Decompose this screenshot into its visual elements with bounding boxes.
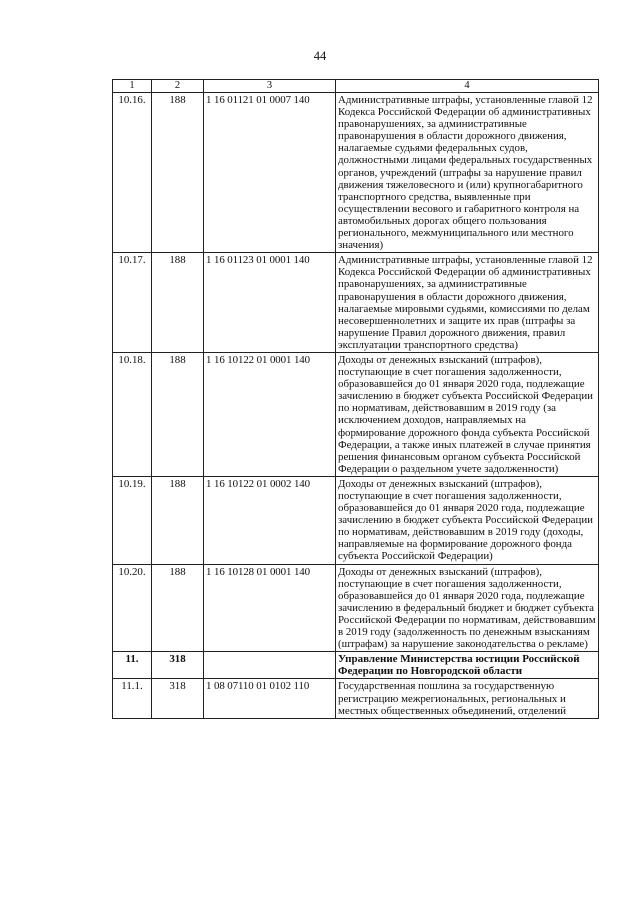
table-row xyxy=(113,253,599,353)
table-row xyxy=(113,679,599,718)
revenue-name-cell: Доходы от денежных взысканий (штрафов), поступающие в счет погашения задолженности, образовавшейся до 01 января 2020 года, подлежащие зачислению в федеральный бюджет и бюджет субъекта Российской Федерации по нормативам, действовавшим в 2019 году (задолженность по денежным взысканиям (штрафам) за нарушение законодательства о рекламе) xyxy=(336,564,599,652)
row-number-cell: 11.1. xyxy=(113,679,152,718)
admin-code-cell: 318 xyxy=(152,679,204,718)
column-header: 4 xyxy=(336,80,599,93)
revenue-code-cell: 1 16 10122 01 0002 140 xyxy=(204,476,336,564)
revenue-name-cell: Государственная пошлина за государственную регистрацию межрегиональных, региональных и местных общественных объединений, отделений xyxy=(336,679,599,718)
column-header: 1 xyxy=(113,80,152,93)
column-header: 3 xyxy=(204,80,336,93)
revenue-name-cell: Административные штрафы, установленные главой 12 Кодекса Российской Федерации об административных правонарушениях, за административные правонарушения в области дорожного движения, налагаемые судьями федеральных судов, должностными лицами федеральных государственных органов, учреждений (штрафы за нарушение правил движения тяжеловесного и (или) крупногабаритного транспортного средства, выявленные при осуществлении весового и габаритного контроля на автомобильных дорогах общего пользования регионального, межмуниципального или местного значения) xyxy=(336,93,599,253)
admin-code-cell: 318 xyxy=(152,652,204,679)
row-number-cell: 10.20. xyxy=(113,564,152,652)
table-row xyxy=(113,652,599,679)
row-number-cell: 10.16. xyxy=(113,93,152,253)
table-row xyxy=(113,476,599,564)
table-row xyxy=(113,93,599,253)
column-header: 2 xyxy=(152,80,204,93)
row-number-cell: 10.19. xyxy=(113,476,152,564)
revenue-name-cell: Управление Министерства юстиции Российской Федерации по Новгородской области xyxy=(336,652,599,679)
table-row xyxy=(113,352,599,476)
row-number-cell: 11. xyxy=(113,652,152,679)
revenue-code-cell: 1 08 07110 01 0102 110 xyxy=(204,679,336,718)
row-number-cell: 10.17. xyxy=(113,253,152,353)
revenue-code-cell: 1 16 01121 01 0007 140 xyxy=(204,93,336,253)
revenue-code-cell: 1 16 01123 01 0001 140 xyxy=(204,253,336,353)
revenue-name-cell: Административные штрафы, установленные главой 12 Кодекса Российской Федерации об административных правонарушениях, за административные правонарушения в области дорожного движения, налагаемые мировыми судьями, комиссиями по делам несовершеннолетних и защите их прав (штрафы за нарушение Правил дорожного движения, правил эксплуатации транспортного средства) xyxy=(336,253,599,353)
budget-revenue-table xyxy=(112,79,599,719)
table-row xyxy=(113,564,599,652)
admin-code-cell: 188 xyxy=(152,564,204,652)
revenue-code-cell xyxy=(204,652,336,679)
admin-code-cell: 188 xyxy=(152,476,204,564)
column-number-row xyxy=(113,80,599,93)
revenue-name-cell: Доходы от денежных взысканий (штрафов), поступающие в счет погашения задолженности, образовавшейся до 01 января 2020 года, подлежащие зачислению в бюджет субъекта Российской Федерации по нормативам, действовавшим в 2019 году (доходы, направляемые на формирование дорожного фонда субъекта Российской Федерации) xyxy=(336,476,599,564)
page-number: 44 xyxy=(313,49,327,63)
revenue-name-cell: Доходы от денежных взысканий (штрафов), поступающие в счет погашения задолженности, образовавшейся до 01 января 2020 года, подлежащие зачислению в бюджет субъекта Российской Федерации по нормативам, действовавшим в 2019 году (за исключением доходов, направляемых на формирование дорожного фонда субъекта Российской Федерации, а также иных платежей в случае принятия решения финансовым органом субъекта Российской Федерации о раздельном учете задолженности) xyxy=(336,352,599,476)
revenue-code-cell: 1 16 10128 01 0001 140 xyxy=(204,564,336,652)
revenue-code-cell: 1 16 10122 01 0001 140 xyxy=(204,352,336,476)
admin-code-cell: 188 xyxy=(152,253,204,353)
admin-code-cell: 188 xyxy=(152,93,204,253)
admin-code-cell: 188 xyxy=(152,352,204,476)
row-number-cell: 10.18. xyxy=(113,352,152,476)
